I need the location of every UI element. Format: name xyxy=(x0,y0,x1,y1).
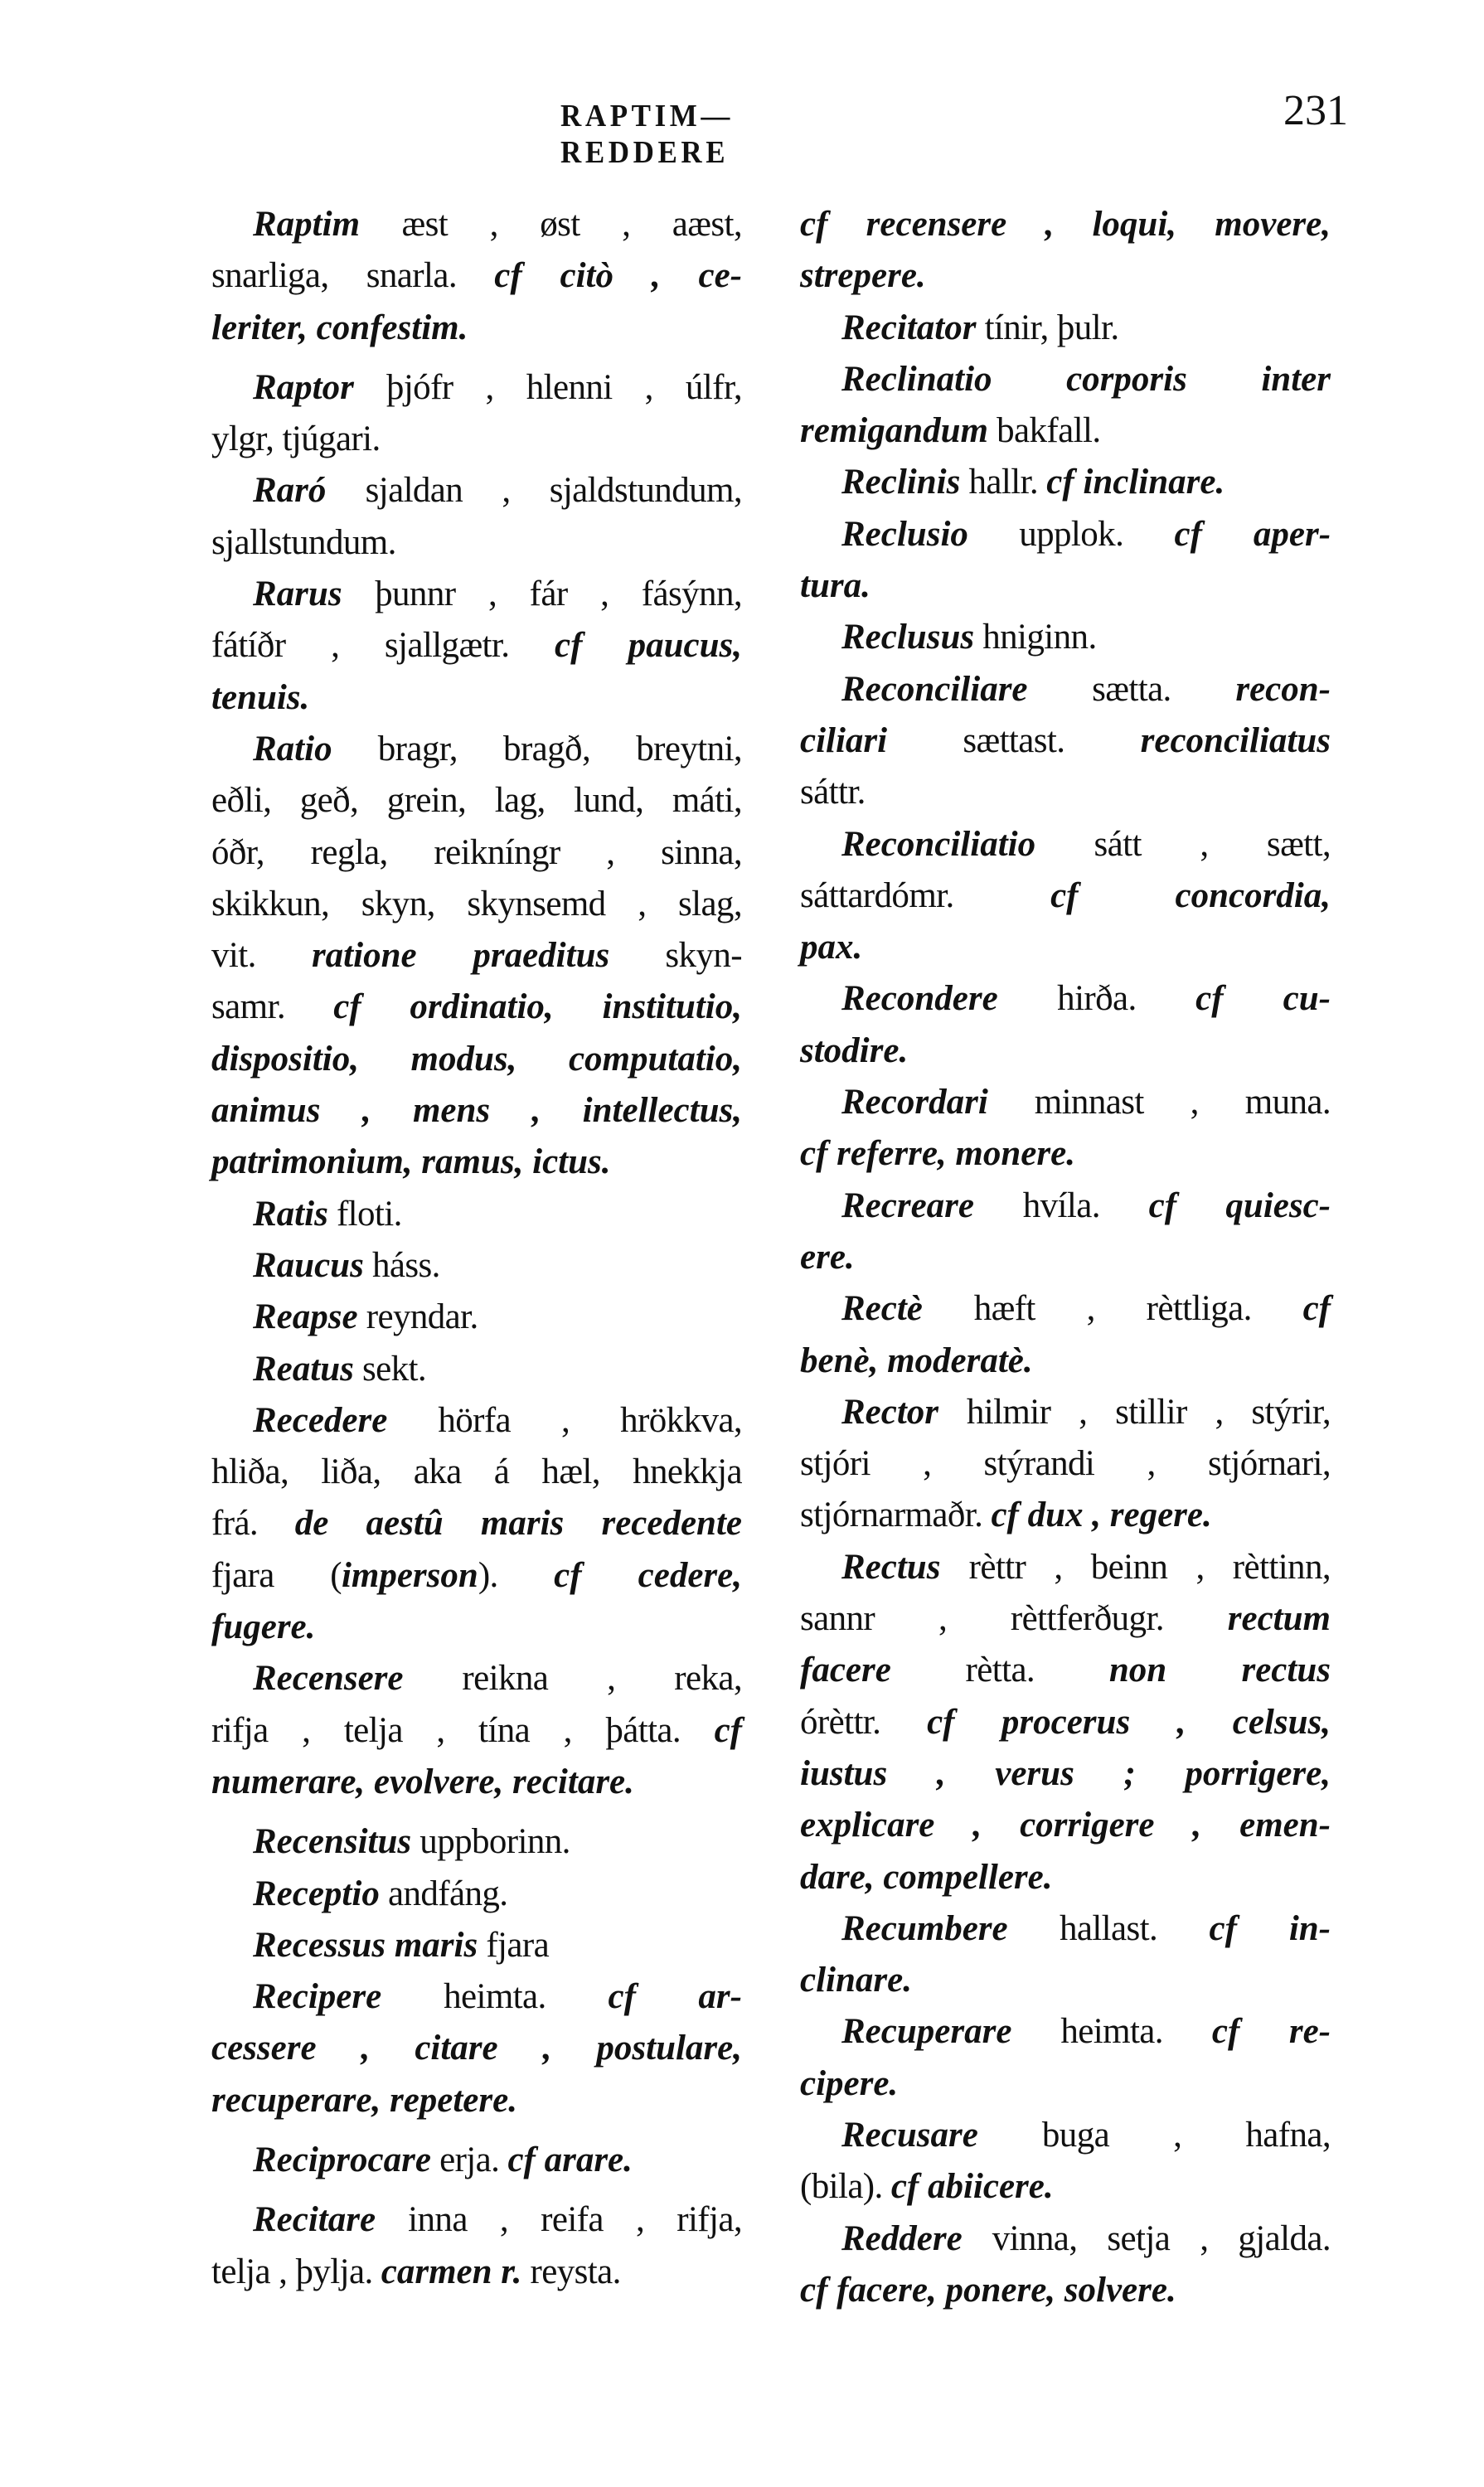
icelandic-text: reysta. xyxy=(521,2252,621,2291)
icelandic-text: vit. xyxy=(211,936,312,976)
icelandic-text: heimta. xyxy=(1011,2012,1212,2052)
text-line xyxy=(800,1542,1331,1593)
latin-text: rectum xyxy=(1227,1599,1331,1639)
text-line xyxy=(211,199,742,250)
text-line xyxy=(211,1920,742,1971)
headword: Reapse xyxy=(253,1297,358,1337)
text-line xyxy=(211,1550,742,1602)
latin-text: dispositio, modus, computatio, xyxy=(211,1039,742,1079)
text-line xyxy=(211,930,742,982)
text-line xyxy=(211,2194,742,2246)
latin-text: cf in- xyxy=(1209,1908,1331,1948)
headword: Recedere xyxy=(253,1400,388,1440)
text-line xyxy=(800,1748,1331,1800)
icelandic-text: reikna , reka, xyxy=(403,1659,742,1699)
latin-text: cf dux , regere. xyxy=(991,1496,1212,1535)
text-line xyxy=(800,1955,1331,2006)
latin-text: recuperare, repetere. xyxy=(211,2080,517,2120)
text-line xyxy=(211,672,742,724)
icelandic-text: stjórnarmaðr. xyxy=(800,1496,992,1535)
headword: Reconciliare xyxy=(841,669,1028,709)
icelandic-text: sjaldan , sjaldstundum, xyxy=(326,471,742,511)
latin-text: fugere. xyxy=(211,1607,316,1647)
text-line xyxy=(211,724,742,775)
text-line xyxy=(800,1490,1331,1541)
headword: Recensitus xyxy=(253,1822,412,1862)
latin-text: cf xyxy=(1302,1289,1331,1329)
text-line xyxy=(211,1447,742,1498)
text-line xyxy=(800,2161,1331,2213)
text-line xyxy=(800,1077,1331,1128)
icelandic-text: fjara xyxy=(478,1925,550,1965)
icelandic-text: órèttr. xyxy=(800,1702,928,1742)
text-line xyxy=(211,1344,742,1395)
text-line xyxy=(211,250,742,302)
icelandic-text: háss. xyxy=(363,1245,440,1285)
latin-text: cf ar- xyxy=(608,1977,742,2017)
latin-text: ratione praeditus xyxy=(311,936,610,976)
text-line xyxy=(211,362,742,414)
icelandic-text: andfáng. xyxy=(379,1874,508,1913)
headword: Receptio xyxy=(253,1874,380,1913)
headword: Recitare xyxy=(253,2200,376,2240)
icelandic-text: samr. xyxy=(211,987,334,1027)
text-line xyxy=(800,250,1331,302)
latin-text: cf paucus, xyxy=(554,626,742,666)
text-line xyxy=(800,1128,1331,1180)
icelandic-text: hvíla. xyxy=(974,1185,1149,1225)
headword: Recondere xyxy=(841,979,998,1019)
text-line xyxy=(211,2023,742,2074)
latin-text: clinare. xyxy=(800,1961,912,2000)
latin-text: recon- xyxy=(1235,669,1331,709)
headword: Recordari xyxy=(841,1083,988,1122)
text-line xyxy=(211,303,742,354)
text-line xyxy=(211,2247,742,2298)
icelandic-text: skyn- xyxy=(609,936,742,976)
headword: Rectè xyxy=(841,1289,923,1329)
icelandic-text: hliða, liða, aka á hæl, hnekkja xyxy=(211,1452,742,1492)
icelandic-text: sannr , rèttferðugr. xyxy=(800,1599,1228,1639)
text-line xyxy=(211,620,742,671)
icelandic-text: sjallstundum. xyxy=(211,522,396,562)
latin-text: pax. xyxy=(800,928,863,967)
headword: Reciprocare xyxy=(253,2140,431,2179)
icelandic-text: æst , øst , aæst, xyxy=(360,205,742,244)
text-line xyxy=(211,879,742,930)
dictionary-column-right xyxy=(800,199,1331,2316)
page-number: 231 xyxy=(1283,87,1348,134)
icelandic-text: sáttardómr. xyxy=(800,875,1051,915)
latin-text: cipere. xyxy=(800,2063,899,2103)
icelandic-text: upplok. xyxy=(968,514,1175,554)
text-line xyxy=(211,1292,742,1343)
latin-text: strepere. xyxy=(800,256,926,296)
icelandic-text: buga , hafna, xyxy=(977,2115,1331,2155)
headword: Rectus xyxy=(841,1547,941,1587)
icelandic-text: óðr, regla, reikníngr , sinna, xyxy=(211,832,742,872)
icelandic-text: floti. xyxy=(327,1194,402,1234)
text-line xyxy=(800,1283,1331,1335)
icelandic-text: bakfall. xyxy=(988,411,1101,451)
text-line xyxy=(800,922,1331,973)
headword: Reconciliatio xyxy=(841,824,1036,864)
text-line xyxy=(800,973,1331,1025)
icelandic-text: þunnr , fár , fásýnn, xyxy=(342,574,742,614)
latin-text: tenuis. xyxy=(211,677,310,717)
text-line xyxy=(800,1593,1331,1645)
latin-text: cf xyxy=(714,1710,742,1750)
latin-text: explicare , corrigere , emen- xyxy=(800,1806,1331,1845)
latin-text: cf aper- xyxy=(1174,514,1331,554)
latin-text: reconciliatus xyxy=(1140,720,1331,760)
text-line xyxy=(800,715,1331,767)
latin-text: cessere , citare , postulare, xyxy=(211,2029,742,2068)
text-line xyxy=(800,1697,1331,1748)
icelandic-text: þjófr , hlenni , úlfr, xyxy=(353,367,742,407)
headword: Rector xyxy=(841,1392,939,1432)
text-line xyxy=(211,2075,742,2126)
latin-text: maris xyxy=(386,1925,478,1965)
text-line xyxy=(211,1971,742,2023)
latin-text: iustus , verus ; porrigere, xyxy=(800,1753,1331,1793)
latin-text: cf procerus , celsus, xyxy=(927,1702,1331,1742)
icelandic-text: minnast , muna. xyxy=(987,1083,1331,1122)
latin-text: cf re- xyxy=(1211,2012,1331,2052)
icelandic-text: heimta. xyxy=(381,1977,609,2017)
latin-text: cf ordinatio, institutio, xyxy=(333,987,742,1027)
icelandic-text: sekt. xyxy=(353,1349,427,1389)
text-line xyxy=(800,1852,1331,1903)
latin-text: carmen r. xyxy=(381,2252,522,2291)
latin-text: ciliari xyxy=(800,720,888,760)
icelandic-text: (bila). xyxy=(800,2167,891,2207)
headword: Reclinatio xyxy=(841,359,992,399)
text-line xyxy=(800,509,1331,560)
latin-text: dare, compellere. xyxy=(800,1857,1053,1897)
text-line xyxy=(800,1800,1331,1851)
icelandic-text: uppborinn. xyxy=(411,1822,570,1862)
icelandic-text: hörfa , hrökkva, xyxy=(387,1400,742,1440)
icelandic-text: tínir, þulr. xyxy=(976,308,1119,347)
text-line xyxy=(211,1240,742,1292)
text-line xyxy=(800,1180,1331,1232)
text-line xyxy=(211,1602,742,1653)
latin-text: remigandum xyxy=(800,411,988,451)
headword: Recusare xyxy=(841,2115,978,2155)
text-line xyxy=(211,982,742,1033)
headword: Reatus xyxy=(253,1349,354,1389)
headword: Raucus xyxy=(253,1245,364,1285)
headword: Reddere xyxy=(841,2218,963,2258)
running-head: RAPTIM—REDDERE xyxy=(560,99,734,170)
icelandic-text: bragr, bragð, breytni, xyxy=(332,729,742,768)
text-line xyxy=(800,870,1331,922)
text-line xyxy=(211,1395,742,1447)
text-line xyxy=(800,2265,1331,2316)
icelandic-text: hæft , rèttliga. xyxy=(922,1289,1303,1329)
headword: Ratio xyxy=(253,729,332,768)
text-line xyxy=(800,457,1331,508)
icelandic-text: fjara ( xyxy=(211,1555,342,1595)
text-line xyxy=(211,465,742,516)
icelandic-text: inna , reifa , rifja, xyxy=(376,2200,742,2240)
text-line xyxy=(800,1336,1331,1387)
icelandic-text: hallr. xyxy=(960,463,1047,502)
latin-text: benè, moderatè. xyxy=(800,1340,1033,1380)
latin-text: imperson xyxy=(341,1555,478,1595)
icelandic-text: rifja , telja , tína , þátta. xyxy=(211,1710,715,1750)
headword: Recessus xyxy=(253,1925,386,1965)
headword: Recreare xyxy=(841,1185,974,1225)
icelandic-text: rètta. xyxy=(890,1651,1109,1690)
text-line xyxy=(800,1438,1331,1490)
latin-text: cf abiicere. xyxy=(890,2167,1054,2207)
icelandic-text: sáttr. xyxy=(800,773,866,812)
headword: Recuperare xyxy=(841,2012,1012,2052)
headword: Raptor xyxy=(253,367,354,407)
text-line xyxy=(211,775,742,827)
text-line xyxy=(800,1387,1331,1438)
latin-text: de aestû maris recedente xyxy=(294,1504,742,1544)
headword: Reclusus xyxy=(841,618,975,657)
text-line xyxy=(800,767,1331,818)
text-line xyxy=(211,1816,742,1868)
text-line xyxy=(211,827,742,879)
icelandic-text: telja , þylja. xyxy=(211,2252,381,2291)
headword: Recitator xyxy=(841,308,977,347)
latin-text: cf inclinare. xyxy=(1046,463,1225,502)
icelandic-text: ylgr, tjúgari. xyxy=(211,419,381,459)
icelandic-text: hilmir , stillir , stýrir, xyxy=(938,1392,1331,1432)
headword: Rarus xyxy=(253,574,342,614)
icelandic-text: eðli, geð, grein, lag, lund, máti, xyxy=(211,781,742,821)
latin-text: cf quiesc- xyxy=(1148,1185,1331,1225)
text-line xyxy=(211,1757,742,1808)
headword: Recipere xyxy=(253,1977,382,2017)
icelandic-text: sættast. xyxy=(887,720,1141,760)
icelandic-text: erja. xyxy=(430,2140,508,2179)
latin-text: patrimonium, ramus, ictus. xyxy=(211,1142,611,1182)
icelandic-text: sátt , sætt, xyxy=(1035,824,1331,864)
text-line xyxy=(800,303,1331,354)
icelandic-text: fátíðr , sjallgætr. xyxy=(211,626,555,666)
text-line xyxy=(800,560,1331,612)
text-line xyxy=(800,819,1331,870)
text-line xyxy=(800,2058,1331,2110)
icelandic-text: rèttr , beinn , rèttinn, xyxy=(940,1547,1331,1587)
dictionary-column-left xyxy=(211,199,742,2298)
icelandic-text: stjóri , stýrandi , stjórnari, xyxy=(800,1444,1331,1484)
icelandic-text: hniginn. xyxy=(974,618,1097,657)
text-line xyxy=(211,2135,742,2186)
icelandic-text: frá. xyxy=(211,1504,295,1544)
text-line xyxy=(211,1705,742,1757)
text-line xyxy=(800,2006,1331,2058)
latin-text: ere. xyxy=(800,1237,855,1277)
latin-text: cf cedere, xyxy=(554,1555,742,1595)
headword: Ratis xyxy=(253,1194,328,1234)
headword: Reclusio xyxy=(841,514,968,554)
latin-text: tura. xyxy=(800,566,871,606)
text-line xyxy=(211,414,742,465)
latin-text: animus , mens , intellectus, xyxy=(211,1091,742,1131)
icelandic-text: hirða. xyxy=(997,979,1196,1019)
latin-text: cf facere, ponere, solvere. xyxy=(800,2270,1176,2310)
latin-text: non rectus xyxy=(1108,1651,1331,1690)
latin-text: cf arare. xyxy=(507,2140,633,2179)
latin-text: cf recensere , loqui, movere, xyxy=(800,205,1331,244)
headword: Raró xyxy=(253,471,327,511)
icelandic-text: reyndar. xyxy=(357,1297,478,1337)
text-line xyxy=(800,354,1331,405)
text-line xyxy=(211,1498,742,1549)
latin-text: cf referre, monere. xyxy=(800,1134,1075,1174)
text-line xyxy=(800,2110,1331,2161)
icelandic-text: vinna, setja , gjalda. xyxy=(962,2218,1331,2258)
text-line xyxy=(800,664,1331,715)
text-line xyxy=(800,1025,1331,1077)
latin-text: cf concordia, xyxy=(1050,875,1331,915)
headword: Reclinis xyxy=(841,463,961,502)
text-line xyxy=(800,612,1331,663)
headword: Raptim xyxy=(253,205,361,244)
text-line xyxy=(211,1189,742,1240)
headword: Recumbere xyxy=(841,1908,1008,1948)
text-line xyxy=(800,405,1331,457)
text-line xyxy=(800,1645,1331,1696)
latin-text: cf cu- xyxy=(1195,979,1331,1019)
latin-text: cf citò , ce- xyxy=(494,256,742,296)
icelandic-text: ). xyxy=(478,1555,555,1595)
icelandic-text: sætta. xyxy=(1027,669,1236,709)
text-line xyxy=(211,1085,742,1137)
text-line xyxy=(800,199,1331,250)
latin-text: facere xyxy=(800,1651,891,1690)
text-line xyxy=(211,1653,742,1704)
text-line xyxy=(211,517,742,569)
latin-text: numerare, evolvere, recitare. xyxy=(211,1762,634,1801)
text-line xyxy=(211,1034,742,1085)
icelandic-text: hallast. xyxy=(1007,1908,1210,1948)
latin-text: stodire. xyxy=(800,1030,909,1070)
headword: Recensere xyxy=(253,1659,404,1699)
text-line xyxy=(800,1232,1331,1283)
text-line xyxy=(211,569,742,620)
latin-text: corporis inter xyxy=(992,359,1331,399)
text-line xyxy=(800,2213,1331,2265)
latin-text: leriter, confestim. xyxy=(211,308,468,347)
text-line xyxy=(800,1903,1331,1955)
icelandic-text: snarliga, snarla. xyxy=(211,256,495,296)
text-line xyxy=(211,1869,742,1920)
icelandic-text: skikkun, skyn, skynsemd , slag, xyxy=(211,884,742,924)
text-line xyxy=(211,1137,742,1188)
